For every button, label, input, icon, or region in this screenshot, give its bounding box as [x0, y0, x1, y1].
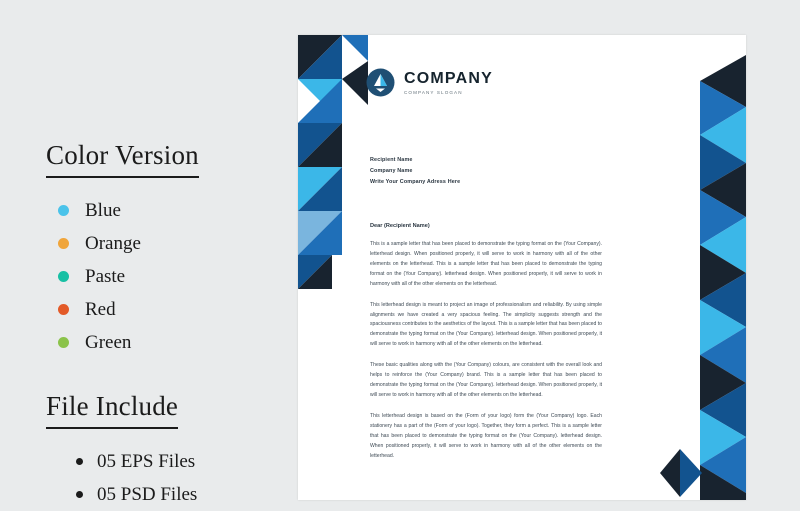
file-label: 05 PSD Files	[97, 483, 198, 505]
color-swatch-red	[58, 304, 69, 315]
letterhead-preview	[298, 35, 746, 500]
color-label: Orange	[85, 232, 141, 254]
info-panel	[0, 0, 300, 505]
color-version-title: Color Version	[46, 140, 199, 178]
file-label: 05 EPS Files	[97, 450, 196, 472]
recipient-name: Recipient Name	[370, 157, 413, 163]
color-label: Green	[85, 331, 132, 353]
list-item	[76, 445, 300, 478]
logo-text	[404, 71, 493, 95]
file-include-section	[46, 391, 300, 511]
logo-mark-icon	[366, 68, 395, 97]
recipient-block	[370, 155, 460, 188]
company-logo	[366, 68, 493, 97]
file-include-title: File Include	[46, 391, 178, 429]
letterhead-page	[298, 35, 746, 500]
brand-slogan: COMPANY SLOGAN	[404, 89, 463, 95]
paragraph: This letterhead design is based on the (Form of your logo) form the (Your Company) logo. Each stationery has a part of the (Form of your logo). Together, they form a perfect. This is a sample letter that has been placed to demonstrate the typing format on the (Your Company). letterhead design. When positioned properly, it will serve to work in harmony with all of the other elements on the letterhead.	[370, 412, 602, 459]
color-swatch-green	[58, 337, 69, 348]
decorative-shapes-left	[298, 35, 368, 500]
list-item	[58, 227, 300, 260]
file-include-list	[46, 445, 300, 511]
color-version-list	[46, 194, 300, 359]
bullet-icon	[76, 458, 83, 465]
list-item	[58, 260, 300, 293]
letter-body	[370, 240, 602, 473]
list-item	[58, 326, 300, 359]
list-item	[58, 293, 300, 326]
paragraph: These basic qualities along with the (Your Company) colours, are consistent with the overall look and helps to reinforce the (Your Company) brand. This is a sample letter that has been placed to demonstrate the typing format on the (Your Company). letterhead design. When positioned properly, it will serve to work in harmony with all of the other elements on the letterhead.	[370, 362, 602, 398]
list-item	[76, 478, 300, 511]
brand-name: COMPANY	[404, 69, 493, 87]
paragraph: This is a sample letter that has been placed to demonstrate the typing format on the (Your Company). letterhead design. When positioned properly, it will serve to work in harmony with all of the other elements on the letterhead. This is a sample letter that has been placed to demonstrate the typing format on the (Your Company). letterhead design. When positioned properly, it will serve to work in harmony with all of the other elements on the letterhead.	[370, 241, 602, 287]
paragraph: This letterhead design is meant to project an image of professionalism and reliability. By using simple alignments we have created a very spacious feeling. The simplicity suggests strength and the spaciousness contributes to the aesthetics of the layout. This is a sample letter that has been placed to demonstrate the typing format on the (Your Company). letterhead design. When positioned properly, it will serve to work in harmony with all of the other elements on the letterhead.	[370, 301, 602, 348]
color-swatch-orange	[58, 238, 69, 249]
color-label: Red	[85, 298, 116, 320]
salutation: Dear (Recipient Name)	[370, 223, 430, 229]
list-item	[58, 194, 300, 227]
color-swatch-blue	[58, 205, 69, 216]
recipient-company: Company Name	[370, 168, 413, 175]
bullet-icon	[76, 491, 83, 498]
color-swatch-paste	[58, 271, 69, 282]
color-label: Blue	[85, 199, 121, 221]
decorative-shapes-right	[660, 35, 746, 500]
recipient-address: Write Your Company Adress Here	[370, 179, 461, 186]
color-label: Paste	[85, 265, 126, 287]
